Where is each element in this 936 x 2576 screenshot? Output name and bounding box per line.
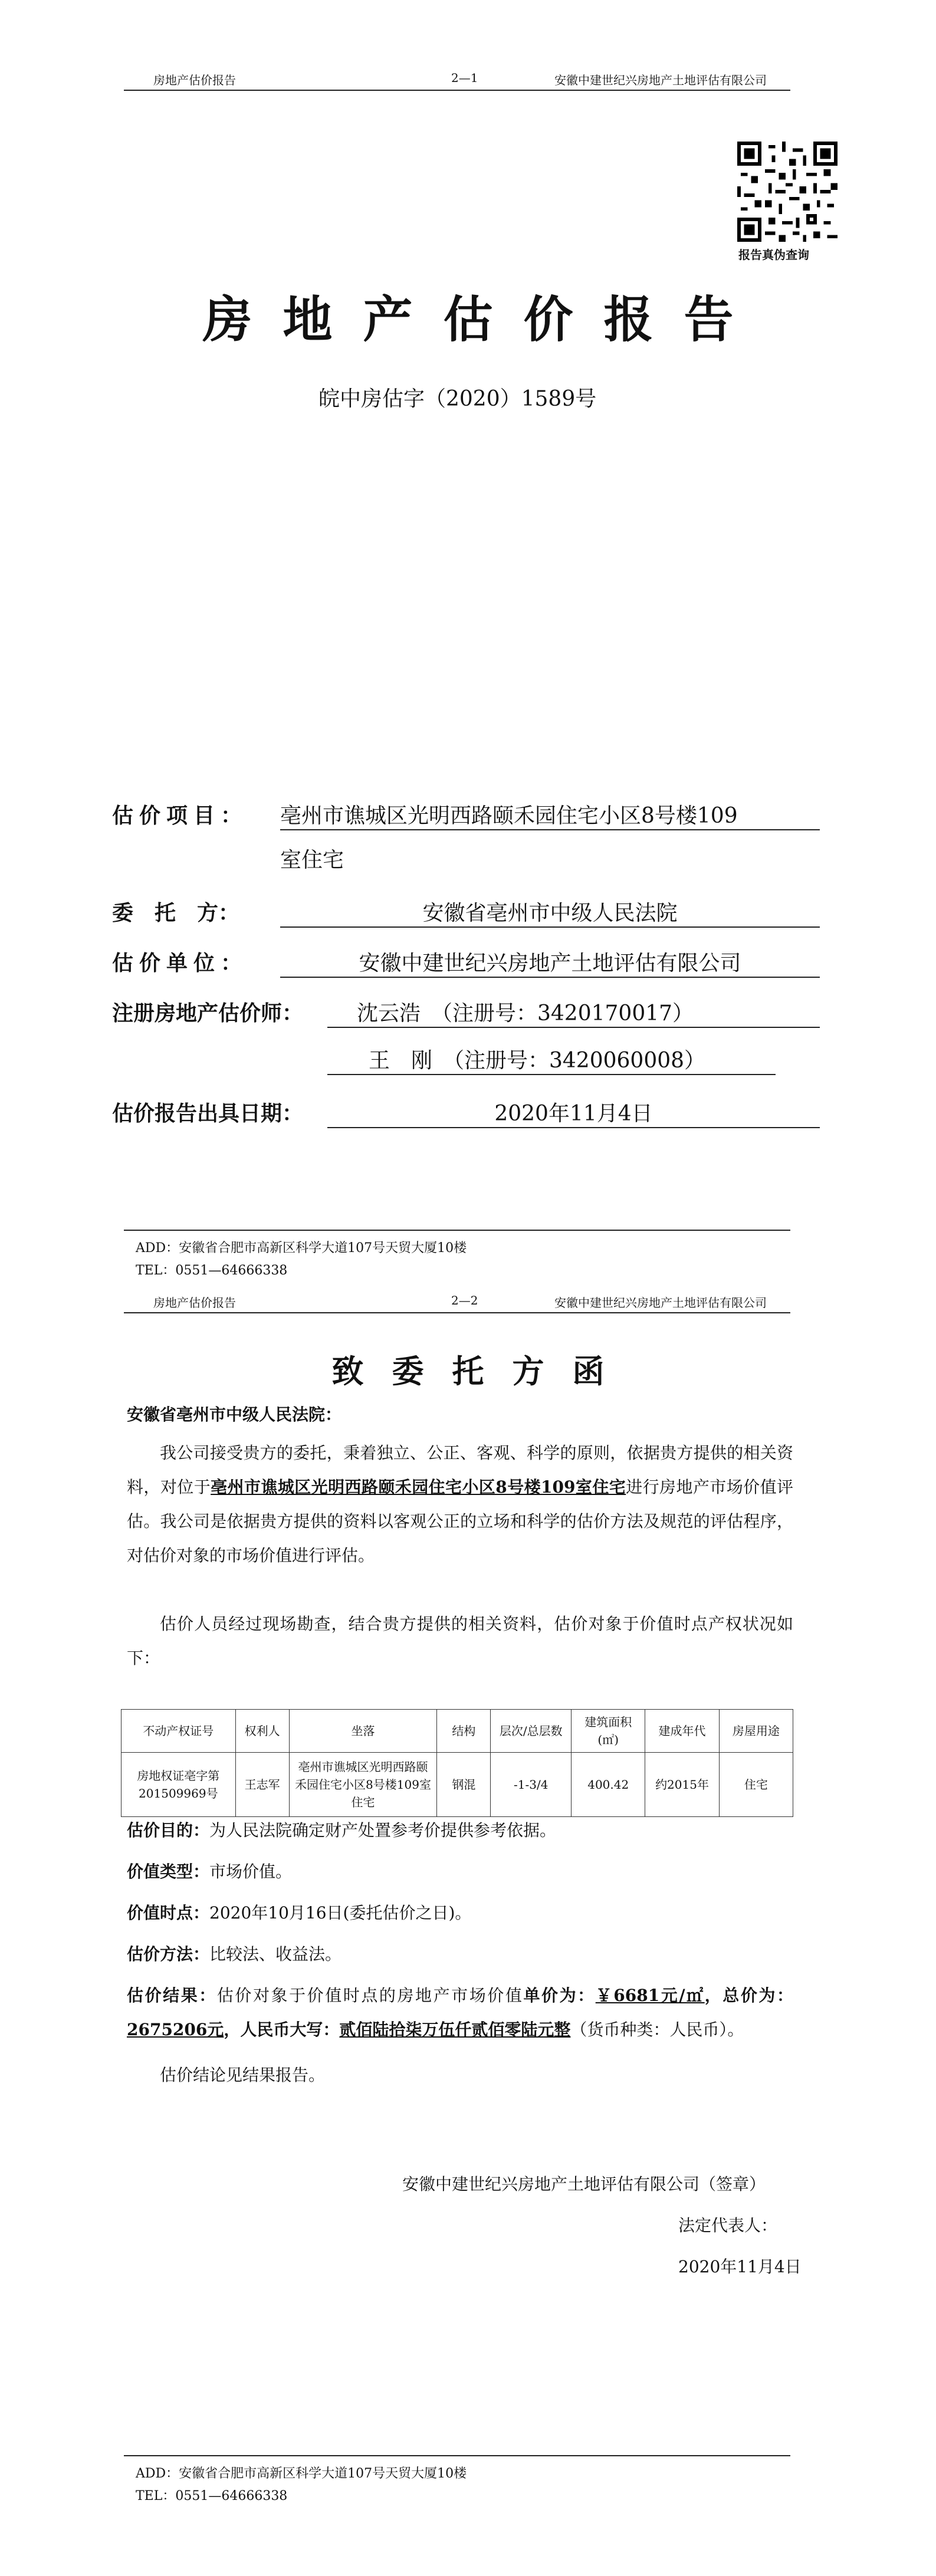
footer-address: ADD：安徽省合肥市高新区科学大道107号天贸大厦10楼 xyxy=(136,2466,467,2481)
appraiser-2: 王 刚 （注册号：3420060008） xyxy=(327,1044,776,1075)
table-cell: 400.42 xyxy=(572,1753,645,1817)
value-time xyxy=(127,1896,793,1930)
table-cell: 钢混 xyxy=(437,1753,491,1817)
result-unit-price: ￥6681元/㎡ xyxy=(595,1986,705,2005)
result-total-label: ，总价为： xyxy=(704,1986,793,2005)
paragraph-1 xyxy=(127,1436,793,1573)
footer-address: ADD：安徽省合肥市高新区科学大道107号天贸大厦10楼 xyxy=(136,1241,467,1256)
purpose-label: 估价目的： xyxy=(127,1821,210,1840)
type-label: 价值类型： xyxy=(127,1862,210,1881)
letter-title: 致委托方函 xyxy=(331,1352,633,1390)
property-table xyxy=(121,1709,793,1817)
footer-tel: TEL：0551—64666338 xyxy=(136,2489,288,2503)
client-label: 委 托 方： xyxy=(112,901,240,925)
table-cell: 住宅 xyxy=(719,1753,793,1817)
table-header-cell: 权利人 xyxy=(235,1710,289,1753)
p1-text-c: 进行房地产市场价值评估。我公司是依据贵方提供的资料以客观公正的立场和科学的估价方法及规范的评估程序，对估价对象的市场价值进行评估。 xyxy=(127,1477,793,1565)
result-currency: （货币种类：人民币）。 xyxy=(570,2020,744,2039)
table-row xyxy=(121,1753,793,1817)
report-date-label: 估价报告出具日期： xyxy=(112,1101,304,1126)
table-header-cell: 不动产权证号 xyxy=(121,1710,236,1753)
report-title: 房地产估价报告 xyxy=(202,290,764,349)
header-page-number: 2—2 xyxy=(451,1293,478,1307)
time-text: 2020年10月16日(委托估价之日)。 xyxy=(209,1903,472,1923)
type-text: 市场价值。 xyxy=(209,1862,293,1881)
appraisers-label: 注册房地产估价师： xyxy=(112,1001,304,1026)
page1-header xyxy=(124,66,790,91)
report-number: 皖中房估字（2020）1589号 xyxy=(318,387,597,411)
result-words-label: ，人民币大写： xyxy=(224,2020,340,2039)
header-company: 安徽中建世纪兴房地产土地评估有限公司 xyxy=(554,73,767,87)
table-cell: 亳州市谯城区光明西路颐禾园住宅小区8号楼109室住宅 xyxy=(289,1753,437,1817)
header-report-name: 房地产估价报告 xyxy=(153,73,236,87)
signature-representative: 法定代表人： xyxy=(678,2216,778,2235)
project-label: 估价项目： xyxy=(112,803,248,828)
table-header-cell: 坐落 xyxy=(289,1710,437,1753)
header-report-name: 房地产估价报告 xyxy=(153,1296,236,1310)
report-date-value: 2020年11月4日 xyxy=(327,1097,820,1128)
table-header-cell: 建成年代 xyxy=(645,1710,719,1753)
table-cell: 王志军 xyxy=(235,1753,289,1817)
table-header-cell: 结构 xyxy=(437,1710,491,1753)
table-header-cell: 房屋用途 xyxy=(719,1710,793,1753)
table-cell: 约2015年 xyxy=(645,1753,719,1817)
valuation-purpose xyxy=(127,1813,793,1848)
table-header-row xyxy=(121,1710,793,1753)
signature-date: 2020年11月4日 xyxy=(678,2257,802,2276)
table-cell: 房地权证亳字第201509969号 xyxy=(121,1753,236,1817)
result-unit-price-label: 单价为： xyxy=(523,1986,596,2005)
appraiser-1: 沈云浩 （注册号：3420170017） xyxy=(327,997,820,1028)
result-label: 估价结果： xyxy=(127,1986,217,2005)
header-company: 安徽中建世纪兴房地产土地评估有限公司 xyxy=(554,1296,767,1310)
method-label: 估价方法： xyxy=(127,1944,210,1964)
conclusion: 估价结论见结果报告。 xyxy=(160,2065,326,2085)
header-page-number: 2—1 xyxy=(451,71,478,85)
appraiser-org-value: 安徽中建世纪兴房地产土地评估有限公司 xyxy=(280,947,820,978)
method-text: 比较法、收益法。 xyxy=(209,1944,342,1964)
valuation-result xyxy=(127,1979,793,2047)
value-type xyxy=(127,1855,793,1889)
purpose-text: 为人民法院确定财产处置参考价提供参考依据。 xyxy=(209,1821,557,1840)
footer-divider xyxy=(124,2455,790,2456)
p1-property-address: 亳州市谯城区光明西路颐禾园住宅小区8号楼109室住宅 xyxy=(211,1477,626,1497)
appraiser-org-label: 估价单位： xyxy=(112,951,248,975)
client-value: 安徽省亳州市中级人民法院 xyxy=(280,896,820,928)
paragraph-2: 估价人员经过现场勘查，结合贵方提供的相关资料，估价对象于价值时点产权状况如下： xyxy=(127,1614,793,1668)
signature-company: 安徽中建世纪兴房地产土地评估有限公司（签章） xyxy=(402,2174,766,2194)
salutation: 安徽省亳州市中级人民法院： xyxy=(127,1405,342,1424)
page2-header xyxy=(124,1289,790,1313)
p1-text-a: 我公司接受贵方的委托，秉着独立、公正、客观、科学的原则，依据贵方提供的相关资料，对位于 xyxy=(127,1443,793,1497)
project-value-line2: 室住宅 xyxy=(280,848,344,872)
footer-divider xyxy=(124,1230,790,1231)
qr-code-icon xyxy=(737,142,838,242)
result-total-words: 贰佰陆拾柒万伍仟贰佰零陆元整 xyxy=(339,2020,571,2039)
result-text-a: 估价对象于价值时点的房地产市场价值 xyxy=(216,1986,524,2005)
table-header-cell: 层次/总层数 xyxy=(491,1710,572,1753)
result-total: 2675206元 xyxy=(127,2020,224,2039)
table-header-cell: 建筑面积(㎡) xyxy=(572,1710,645,1753)
qr-caption: 报告真伪查询 xyxy=(738,248,809,262)
project-value-line1: 亳州市谯城区光明西路颐禾园住宅小区8号楼109 xyxy=(280,799,820,830)
valuation-method xyxy=(127,1937,793,1972)
footer-tel: TEL：0551—64666338 xyxy=(136,1263,288,1278)
time-label: 价值时点： xyxy=(127,1903,210,1923)
table-cell: -1-3/4 xyxy=(491,1753,572,1817)
